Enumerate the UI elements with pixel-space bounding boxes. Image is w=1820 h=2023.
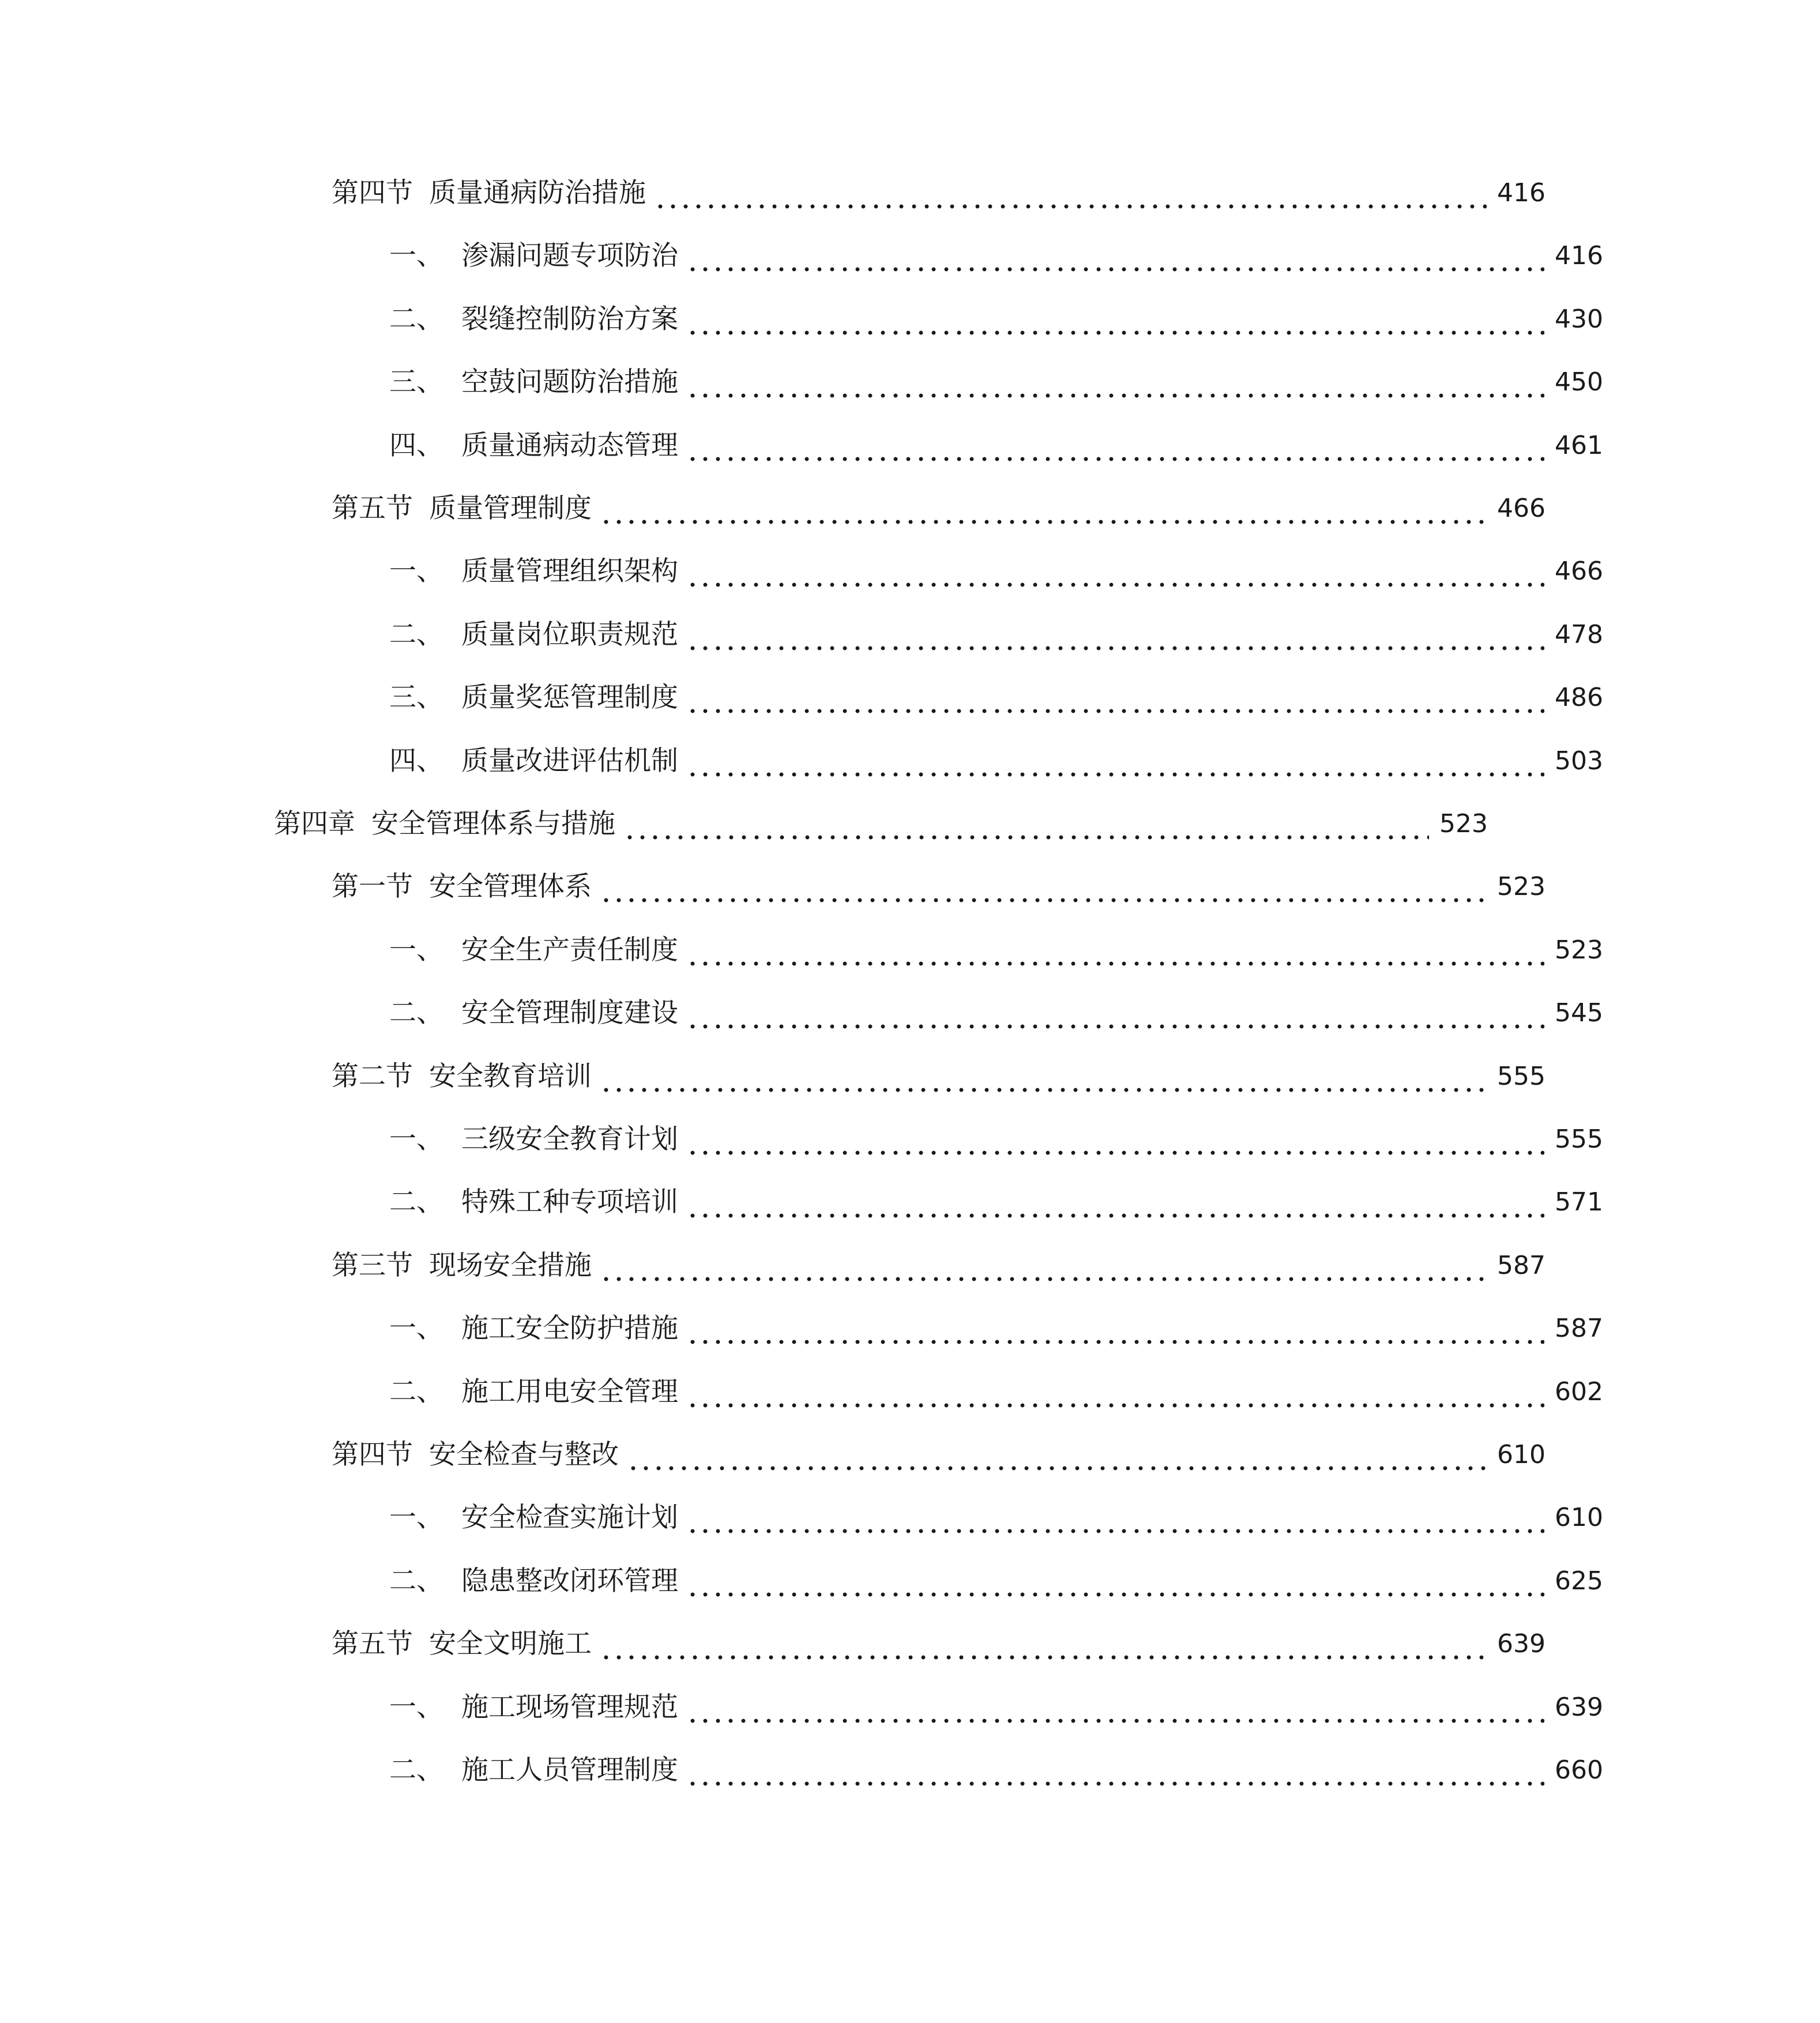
toc-page-number: 430 [1555,304,1603,334]
toc-entry-section[interactable] [0,1243,1762,1289]
toc-entry-title: 施工安全防护措施 [461,1313,678,1344]
toc-entry-item[interactable] [0,359,1820,405]
dot-leader [686,1116,1544,1163]
toc-page-number: 625 [1555,1566,1603,1596]
dot-leader [686,233,1544,279]
dot-leader [686,296,1544,343]
dot-leader [600,1621,1487,1667]
toc-entry-title: 质量管理制度 [429,492,592,524]
toc-page-number: 416 [1555,241,1603,270]
toc-entry-number: 第四节 [332,1439,413,1471]
toc-entry-title: 安全管理体系与措施 [371,808,615,840]
toc-page-number: 523 [1497,872,1546,901]
toc-entry-title: 三级安全教育计划 [461,1123,678,1155]
toc-page-number: 660 [1555,1755,1603,1785]
toc-entry-number: 二、 [389,1376,443,1408]
toc-entry-item[interactable] [0,1495,1820,1541]
dot-leader [686,1306,1544,1352]
toc-entry-item[interactable] [0,423,1820,469]
dot-leader [686,548,1544,595]
toc-entry-number: 第四章 [274,808,355,840]
toc-page-number: 587 [1497,1251,1546,1280]
toc-entry-title: 质量改进评估机制 [461,745,678,777]
toc-entry-number: 一、 [389,1313,443,1344]
toc-page-number: 461 [1555,431,1603,460]
toc-entry-title: 质量管理组织架构 [461,555,678,587]
toc-page-number: 503 [1555,746,1603,776]
toc-entry-title: 施工现场管理规范 [461,1691,678,1723]
toc-entry-number: 第一节 [332,871,413,903]
toc-entry-title: 空鼓问题防治措施 [461,366,678,398]
toc-entry-number: 第五节 [332,1628,413,1660]
toc-page-number: 523 [1439,809,1488,838]
toc-entry-item[interactable] [0,1306,1820,1352]
toc-page-number: 610 [1555,1503,1603,1532]
toc-page-number: 602 [1555,1377,1603,1407]
toc-entry-title: 特殊工种专项培训 [461,1186,678,1218]
dot-leader [686,990,1544,1036]
toc-entry-title: 安全文明施工 [429,1628,592,1660]
toc-entry-number: 第二节 [332,1061,413,1092]
dot-leader [686,1747,1544,1793]
toc-entry-chapter[interactable] [0,801,1705,847]
toc-entry-number: 四、 [389,745,443,777]
toc-entry-number: 第五节 [332,492,413,524]
toc-entry-section[interactable] [0,170,1762,216]
toc-entry-number: 第四节 [332,177,413,209]
dot-leader [623,801,1429,847]
toc-page-number: 450 [1555,367,1603,397]
toc-entry-item[interactable] [0,1369,1820,1415]
toc-entry-section[interactable] [0,1621,1762,1667]
toc-entry-item[interactable] [0,927,1820,973]
dot-leader [600,864,1487,910]
toc-entry-title: 质量通病防治措施 [429,177,646,209]
toc-entry-number: 四、 [389,430,443,461]
toc-entry-title: 安全教育培训 [429,1061,592,1092]
dot-leader [600,1243,1487,1289]
dot-leader [686,738,1544,784]
toc-entry-item[interactable] [0,675,1820,721]
toc-entry-title: 安全管理制度建设 [461,997,678,1029]
toc-entry-number: 第三节 [332,1250,413,1281]
toc-entry-title: 渗漏问题专项防治 [461,240,678,272]
toc-entry-item[interactable] [0,990,1820,1036]
toc-entry-item[interactable] [0,233,1820,279]
dot-leader [600,1054,1487,1100]
toc-entry-number: 二、 [389,619,443,650]
dot-leader [686,612,1544,658]
toc-entry-number: 三、 [389,366,443,398]
toc-entry-number: 二、 [389,997,443,1029]
toc-entry-title: 安全生产责任制度 [461,934,678,966]
toc-entry-title: 安全检查与整改 [429,1439,619,1471]
toc-page-number: 610 [1497,1440,1546,1469]
toc-entry-item[interactable] [0,1116,1820,1163]
dot-leader [686,1558,1544,1604]
toc-entry-number: 二、 [389,1754,443,1786]
toc-entry-title: 裂缝控制防治方案 [461,303,678,335]
toc-entry-item[interactable] [0,738,1820,784]
dot-leader [686,675,1544,721]
toc-entry-number: 一、 [389,240,443,272]
toc-entry-number: 二、 [389,303,443,335]
toc-entry-item[interactable] [0,1558,1820,1604]
toc-entry-number: 一、 [389,1691,443,1723]
dot-leader [654,170,1487,216]
dot-leader [686,927,1544,973]
toc-entry-title: 质量岗位职责规范 [461,619,678,650]
toc-page-number: 639 [1555,1693,1603,1722]
toc-entry-item[interactable] [0,1179,1820,1225]
dot-leader [686,423,1544,469]
dot-leader [686,1495,1544,1541]
toc-entry-number: 三、 [389,682,443,713]
toc-entry-title: 质量通病动态管理 [461,430,678,461]
toc-page-number: 545 [1555,998,1603,1028]
dot-leader [686,359,1544,405]
toc-page-number: 523 [1555,935,1603,965]
toc-entry-item[interactable] [0,1684,1820,1731]
toc-entry-section[interactable] [0,486,1762,532]
toc-entry-title: 施工人员管理制度 [461,1754,678,1786]
toc-entry-title: 安全检查实施计划 [461,1502,678,1533]
toc-entry-section[interactable] [0,864,1762,910]
toc-page-number: 639 [1497,1629,1546,1659]
toc-page-number: 571 [1555,1187,1603,1217]
toc-entry-title: 隐患整改闭环管理 [461,1565,678,1597]
toc-entry-title: 施工用电安全管理 [461,1376,678,1408]
toc-entry-item[interactable] [0,612,1820,658]
toc-entry-title: 安全管理体系 [429,871,592,903]
toc-entry-number: 一、 [389,934,443,966]
toc-entry-number: 一、 [389,1502,443,1533]
dot-leader [686,1179,1544,1225]
toc-entry-section[interactable] [0,1432,1762,1478]
toc-page-number: 466 [1555,556,1603,586]
toc-page-number: 486 [1555,683,1603,712]
toc-entry-number: 二、 [389,1565,443,1597]
dot-leader [600,486,1487,532]
toc-page-number: 555 [1555,1125,1603,1154]
toc-entry-number: 一、 [389,555,443,587]
toc-page-number: 555 [1497,1062,1546,1091]
toc-entry-number: 二、 [389,1186,443,1218]
dot-leader [627,1432,1487,1478]
toc-entry-item[interactable] [0,296,1820,343]
toc-page-number: 587 [1555,1314,1603,1343]
toc-entry-title: 质量奖惩管理制度 [461,682,678,713]
dot-leader [686,1684,1544,1731]
toc-entry-section[interactable] [0,1054,1762,1100]
toc-entry-item[interactable] [0,1747,1820,1793]
toc-page-number: 478 [1555,620,1603,649]
dot-leader [686,1369,1544,1415]
toc-entry-item[interactable] [0,548,1820,595]
toc-entry-title: 现场安全措施 [429,1250,592,1281]
toc-entry-number: 一、 [389,1123,443,1155]
toc-page-number: 416 [1497,178,1546,208]
toc-page-number: 466 [1497,494,1546,523]
